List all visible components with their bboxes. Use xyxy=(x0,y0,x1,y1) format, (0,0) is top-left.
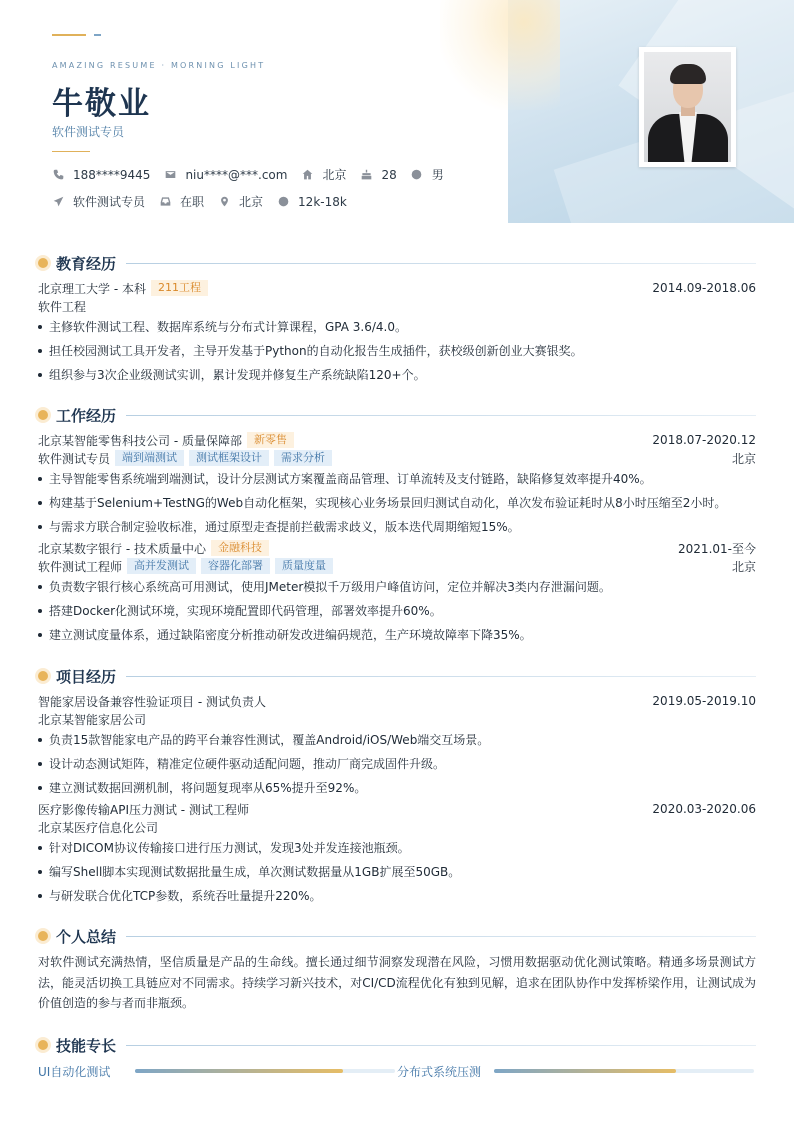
industry-tag: 金融科技 xyxy=(211,540,269,556)
candidate-name: 牛敬业 xyxy=(52,86,151,122)
cake-icon xyxy=(360,169,372,181)
skill-tag: 测试框架设计 xyxy=(189,450,269,466)
skill-bar xyxy=(494,1069,754,1073)
skills-section xyxy=(38,1035,756,1081)
section-header xyxy=(38,666,756,686)
education-section xyxy=(38,253,756,387)
contact-gender: 男 xyxy=(411,166,444,183)
section-title: 个人总结 xyxy=(56,927,117,946)
education-date: 2014.09-2018.06 xyxy=(652,281,756,295)
work-entry-subheader xyxy=(38,557,756,575)
list-item: 建立测试数据回溯机制，将问题复现率从65%提升至92%。 xyxy=(38,776,756,800)
section-divider xyxy=(126,1045,756,1046)
skill-tag: 质量度量 xyxy=(275,558,333,574)
salary-icon xyxy=(277,196,289,208)
intent-city: 北京 xyxy=(218,193,263,210)
list-item: 主修软件测试工程、数据库系统与分布式计算课程，GPA 3.6/4.0。 xyxy=(38,315,756,339)
name-divider xyxy=(52,151,90,152)
skill-bar xyxy=(135,1069,395,1073)
intent-position: 软件测试专员 xyxy=(52,193,145,210)
list-item: 负责15款智能家电产品的跨平台兼容性测试，覆盖Android/iOS/Web端交互场景。 xyxy=(38,728,756,752)
work-city: 北京 xyxy=(731,451,756,466)
home-icon xyxy=(301,169,313,181)
list-item: 负责数字银行核心系统高可用测试，使用JMeter模拟千万级用户峰值访问，定位并解决3类内存泄漏问题。 xyxy=(38,575,756,599)
project-org: 北京某医疗信息化公司 xyxy=(38,820,159,835)
list-item: 与需求方联合制定验收标准，通过原型走查提前拦截需求歧义，版本迭代周期缩短15%。 xyxy=(38,515,756,539)
list-item: 设计动态测试矩阵，精准定位硬件驱动适配问题，推动厂商完成固件升级。 xyxy=(38,752,756,776)
skill-tag: 端到端测试 xyxy=(115,450,184,466)
inbox-icon xyxy=(159,196,171,208)
work-section xyxy=(38,405,756,647)
skill-item xyxy=(38,1063,397,1080)
intent-salary: 12k-18k xyxy=(277,195,347,209)
work-city: 北京 xyxy=(731,559,756,574)
major: 软件工程 xyxy=(38,299,87,314)
work-bullets xyxy=(38,467,756,539)
intent-status: 在职 xyxy=(159,193,204,210)
section-dot xyxy=(38,258,48,268)
section-header xyxy=(38,1035,756,1055)
company-name: 北京某数字银行 - 技术质量中心 xyxy=(38,541,206,556)
work-bullets xyxy=(38,575,756,647)
job-title: 软件测试专员 xyxy=(38,451,111,466)
section-header xyxy=(38,926,756,946)
job-title: 软件测试工程师 xyxy=(38,559,123,574)
education-entry-header xyxy=(38,279,756,297)
project-name: 智能家居设备兼容性验证项目 - 测试负责人 xyxy=(38,694,266,709)
mail-icon xyxy=(164,169,176,181)
school-tag: 211工程 xyxy=(151,280,208,296)
contact-phone[interactable]: 188****9445 xyxy=(52,168,150,182)
project-section xyxy=(38,666,756,908)
section-dot xyxy=(38,410,48,420)
skill-bar-fill xyxy=(135,1069,343,1073)
project-name: 医疗影像传输API压力测试 - 测试工程师 xyxy=(38,802,249,817)
summary-text: 对软件测试充满热情，坚信质量是产品的生命线。擅长通过细节洞察发现潜在风险，习惯用数据驱动优化测试策略。精通多场景测试方法，能灵活切换工具链应对不同需求。持续学习新兴技术，对CI/CD流程优化有独到见解，追求在团队协作中发挥桥梁作用，让测试成为价值创造的参与者而非瓶颈。 xyxy=(38,955,756,1010)
project-entry-header xyxy=(38,800,756,818)
list-item: 与研发联合优化TCP参数，系统吞吐量提升220%。 xyxy=(38,884,756,908)
project-date: 2019.05-2019.10 xyxy=(652,694,756,708)
school-name: 北京理工大学 - 本科 xyxy=(38,281,146,296)
skill-bar-fill xyxy=(494,1069,676,1073)
work-date: 2021.01-至今 xyxy=(678,541,756,556)
contact-row xyxy=(52,166,458,183)
project-bullets xyxy=(38,836,756,908)
profile-photo xyxy=(639,47,736,167)
contact-email[interactable]: niu****@***.com xyxy=(164,168,287,182)
send-icon xyxy=(52,196,64,208)
phone-icon xyxy=(52,169,64,181)
contact-age: 28 xyxy=(360,168,396,182)
header-glow xyxy=(440,0,560,110)
section-divider xyxy=(126,263,756,264)
list-item: 构建基于Selenium+TestNG的Web自动化框架，实现核心业务场景回归测试自动化，单次发布验证耗时从8小时压缩至2小时。 xyxy=(38,491,756,515)
section-dot xyxy=(38,931,48,941)
section-header xyxy=(38,405,756,425)
project-org: 北京某智能家居公司 xyxy=(38,712,147,727)
skill-name: UI自动化测试 xyxy=(38,1064,111,1079)
project-entry-header xyxy=(38,692,756,710)
section-dot xyxy=(38,671,48,681)
summary-section xyxy=(38,926,756,1014)
education-major-row xyxy=(38,297,756,315)
list-item: 组织参与3次企业级测试实训，累计发现并修复生产系统缺陷120+个。 xyxy=(38,363,756,387)
section-divider xyxy=(126,676,756,677)
skill-tag: 容器化部署 xyxy=(201,558,270,574)
candidate-role: 软件测试专员 xyxy=(52,125,125,139)
project-entry xyxy=(38,800,756,908)
resume-kicker: AMAZING RESUME · MORNING LIGHT xyxy=(52,61,266,70)
list-item: 担任校园测试工具开发者，主导开发基于Python的自动化报告生成插件，获校级创新创业大赛银奖。 xyxy=(38,339,756,363)
project-bullets xyxy=(38,728,756,800)
section-title: 教育经历 xyxy=(56,254,117,273)
section-title: 技能专长 xyxy=(56,1036,117,1055)
project-date: 2020.03-2020.06 xyxy=(652,802,756,816)
project-entry xyxy=(38,692,756,800)
section-divider xyxy=(126,936,756,937)
list-item: 搭建Docker化测试环境，实现环境配置即代码管理，部署效率提升60%。 xyxy=(38,599,756,623)
work-entry-header xyxy=(38,539,756,557)
project-org-row xyxy=(38,818,756,836)
section-title: 项目经历 xyxy=(56,667,117,686)
work-entry xyxy=(38,431,756,539)
project-org-row xyxy=(38,710,756,728)
skill-tag: 需求分析 xyxy=(274,450,332,466)
gender-icon xyxy=(411,169,423,181)
contact-home: 北京 xyxy=(301,166,346,183)
skills-list xyxy=(38,1061,756,1081)
section-dot xyxy=(38,1040,48,1050)
section-divider xyxy=(126,415,756,416)
section-title: 工作经历 xyxy=(56,406,117,425)
work-entry-subheader xyxy=(38,449,756,467)
work-entry xyxy=(38,539,756,647)
list-item: 主导智能零售系统端到端测试，设计分层测试方案覆盖商品管理、订单流转及支付链路，缺陷修复效率提升40%。 xyxy=(38,467,756,491)
skill-name: 分布式系统压测 xyxy=(397,1064,482,1079)
skill-tag: 高并发测试 xyxy=(127,558,196,574)
avatar xyxy=(644,52,731,162)
skill-item xyxy=(397,1063,756,1080)
list-item: 建立测试度量体系，通过缺陷密度分析推动研发改进编码规范，生产环境故障率下降35%。 xyxy=(38,623,756,647)
education-bullets xyxy=(38,315,756,387)
industry-tag: 新零售 xyxy=(247,432,294,448)
list-item: 针对DICOM协议传输接口进行压力测试，发现3处并发连接池瓶颈。 xyxy=(38,836,756,860)
intent-row xyxy=(52,193,361,210)
work-entry-header xyxy=(38,431,756,449)
list-item: 编写Shell脚本实现测试数据批量生成，单次测试数据量从1GB扩展至50GB。 xyxy=(38,860,756,884)
section-header xyxy=(38,253,756,273)
location-icon xyxy=(218,196,230,208)
company-name: 北京某智能零售科技公司 - 质量保障部 xyxy=(38,433,242,448)
work-date: 2018.07-2020.12 xyxy=(652,433,756,447)
